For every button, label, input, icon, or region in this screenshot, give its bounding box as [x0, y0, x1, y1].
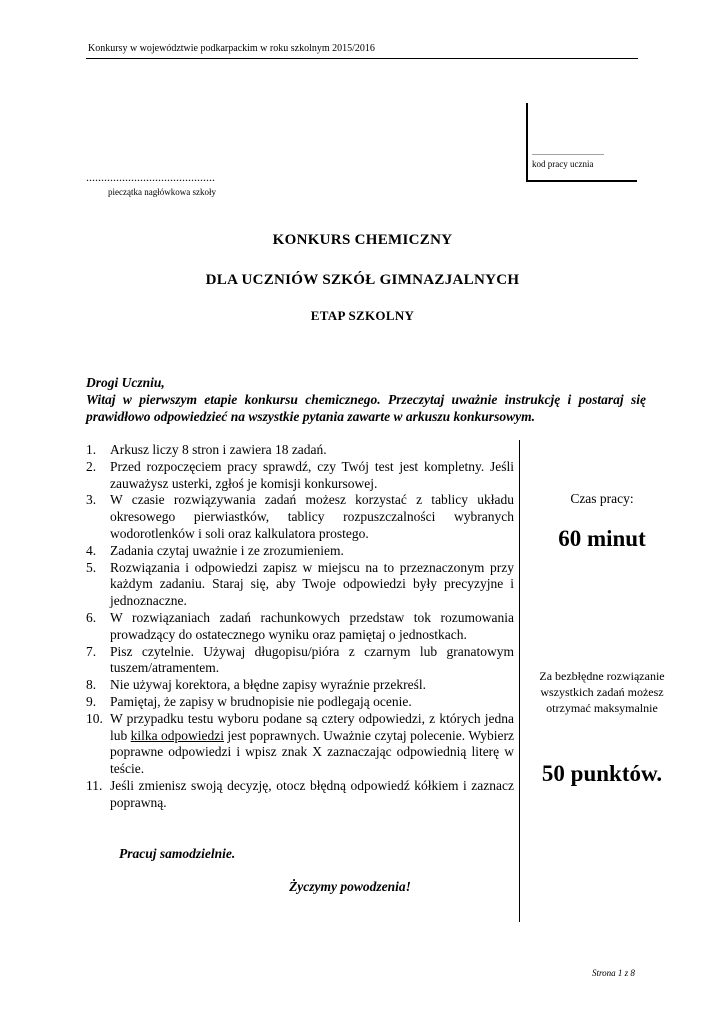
- instruction-item: 6. W rozwiązaniach zadań rachunkowych przedstaw tok rozumowania prowadzący do ostatecznego wyniku oraz pamiętaj o jednostkach.: [86, 609, 514, 642]
- points-info: Za bezbłędne rozwiązanie wszystkich zadań możesz otrzymać maksymalnie: [539, 669, 665, 715]
- column-separator: [519, 440, 520, 922]
- greeting-body: Witaj w pierwszym etapie konkursu chemicznego. Przeczytaj uważnie instrukcję i postaraj się prawidłowo odpowiedzieć na wszystkie pytania zawarte w arkuszu konkursowym.: [86, 392, 646, 424]
- instructions-list: [86, 442, 514, 812]
- points-value: 50 punktów.: [541, 761, 663, 786]
- instruction-item: 4. Zadania czytaj uważnie i ze zrozumieniem.: [86, 542, 344, 558]
- greeting: [86, 374, 646, 425]
- school-stamp-dots: ...........................................: [86, 170, 215, 184]
- instruction-item: 7. Pisz czytelnie. Używaj długopisu/pióra z czarnym lub granatowym tuszem/atramentem.: [86, 643, 514, 676]
- student-code-label: kod pracy ucznia: [532, 159, 594, 169]
- greeting-salutation: Drogi Uczniu,: [86, 375, 165, 390]
- underlined-phrase: kilka odpowiedzi: [130, 727, 225, 743]
- school-stamp-label: pieczątka nagłówkowa szkoły: [108, 187, 216, 197]
- header-text: Konkursy w województwie podkarpackim w roku szkolnym 2015/2016: [88, 43, 375, 54]
- instruction-item: 3. W czasie rozwiązywania zadań możesz korzystać z tablicy układu okresowego pierwiastków, tablicy rozpuszczalności wybranych wodorotlenków i soli oraz kalkulatora prostego.: [86, 492, 514, 541]
- contest-stage: ETAP SZKOLNY: [310, 308, 415, 323]
- header-divider: [86, 58, 638, 59]
- student-code-dots: ....................................: [532, 148, 604, 157]
- page-number: Strona 1 z 8: [592, 968, 635, 978]
- contest-subtitle: DLA UCZNIÓW SZKÓŁ GIMNAZJALNYCH: [205, 272, 520, 288]
- instruction-item: 2. Przed rozpoczęciem pracy sprawdź, czy Twój test jest kompletny. Jeśli zauważysz usterki, zgłoś je komisji konkursowej.: [86, 458, 514, 491]
- instruction-item: 8. Nie używaj korektora, a błędne zapisy wyraźnie przekreśl.: [86, 677, 426, 693]
- work-alone-note: Pracuj samodzielnie.: [119, 846, 236, 861]
- time-value: 60 minut: [558, 526, 646, 551]
- student-code-box-bottom-border: [526, 180, 637, 182]
- instruction-item: 1. Arkusz liczy 8 stron i zawiera 18 zadań.: [86, 442, 327, 457]
- time-label: Czas pracy:: [570, 491, 634, 506]
- contest-title: KONKURS CHEMICZNY: [272, 232, 453, 248]
- good-luck-note: Życzymy powodzenia!: [289, 879, 411, 894]
- instruction-item: 10. W przypadku testu wyboru podane są cztery odpowiedzi, z których jedna lub kilka odpowiedzi jest poprawnych. Uważnie czytaj polecenie. Wybierz poprawne odpowiedzi i wpisz znak X zaznaczając odpowiednią literę w teście.: [86, 710, 514, 777]
- instruction-item: 5. Rozwiązania i odpowiedzi zapisz w miejscu na to przeznaczonym przy każdym zadaniu. Staraj się, aby Twoje odpowiedzi były precyzyjne i jednoznaczne.: [86, 559, 514, 609]
- instruction-item: 11. Jeśli zmienisz swoją decyzję, otocz błędną odpowiedź kółkiem i zaznacz poprawną.: [86, 777, 514, 810]
- instruction-item: 9. Pamiętaj, że zapisy w brudnopisie nie podlegają ocenie.: [86, 693, 412, 709]
- student-code-box-left-border: [526, 103, 528, 180]
